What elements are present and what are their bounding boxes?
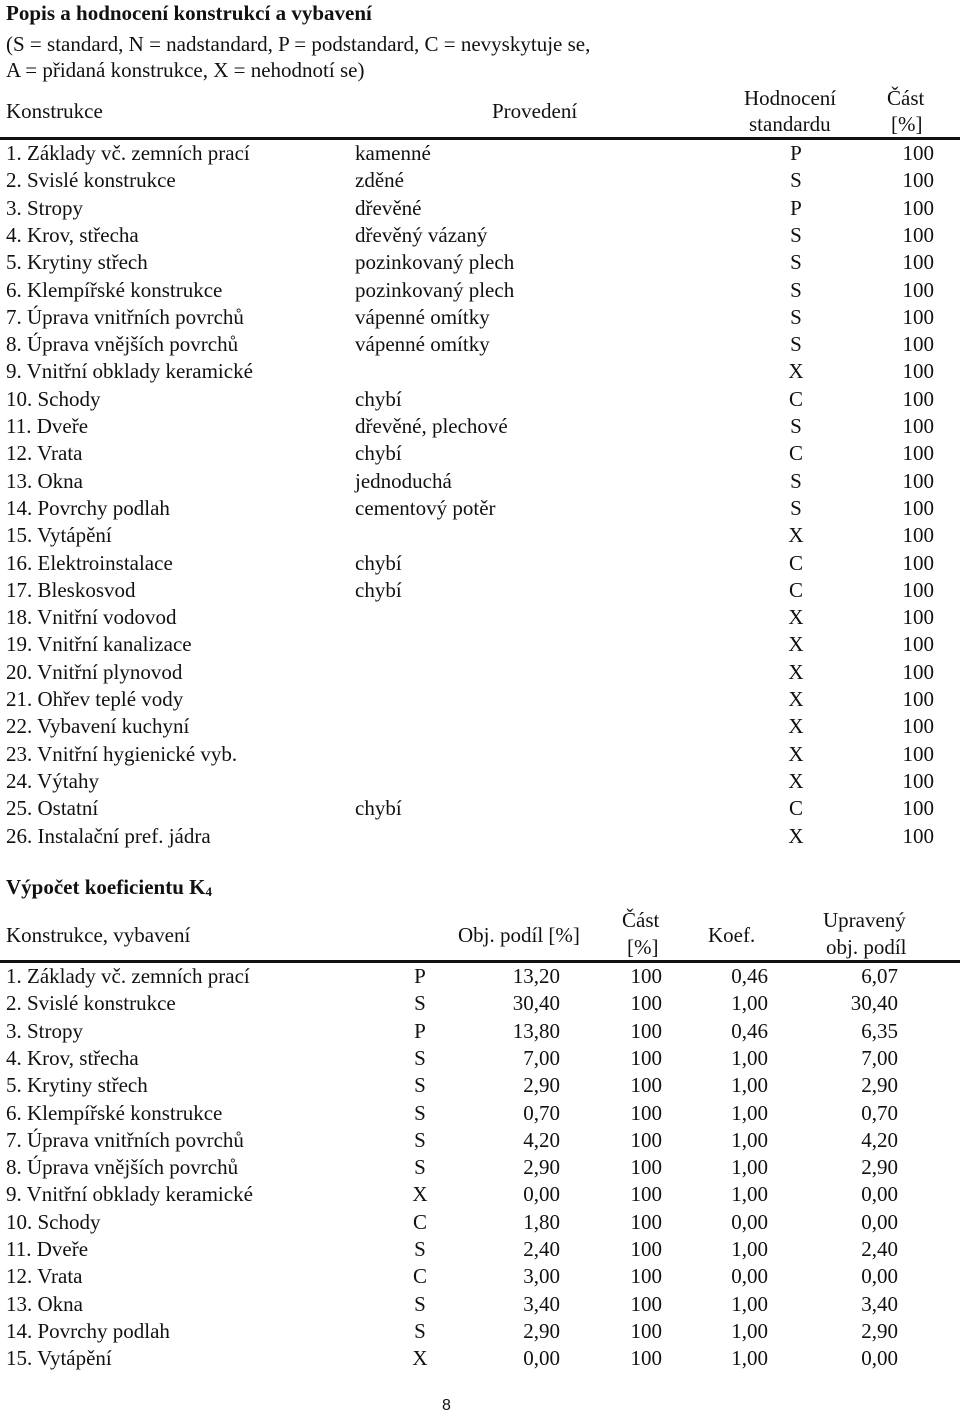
row-koef: 1,00 — [731, 991, 768, 1016]
table-row — [0, 1345, 960, 1372]
row-koef: 1,00 — [731, 1237, 768, 1261]
row-koef: 0,00 — [731, 1209, 768, 1234]
table-row — [0, 222, 960, 249]
header-hodnoceni-1: Hodnocení — [744, 86, 837, 110]
row-upraveny-podil: 2,90 — [861, 1073, 898, 1098]
header2-upr-2: obj. podíl — [826, 935, 907, 959]
row-hodnoceni: X — [788, 523, 804, 548]
row-provedeni: pozinkovaný plech — [355, 277, 515, 302]
table-row — [0, 795, 960, 822]
row-obj-podil: 2,90 — [523, 1073, 560, 1098]
row-koef: 1,00 — [731, 1045, 768, 1070]
row-obj-podil: 30,40 — [512, 991, 560, 1016]
table-row — [0, 1291, 960, 1318]
row-name: 10. Schody — [6, 1209, 101, 1234]
header-cast-2: [%] — [891, 112, 923, 136]
row-upraveny-podil: 2,90 — [861, 1318, 898, 1343]
row-name: 1. Základy vč. zemních prací — [6, 141, 250, 165]
row-provedeni: chybí — [355, 386, 402, 411]
row-hodnoceni: X — [788, 768, 804, 793]
row-provedeni: pozinkovaný plech — [355, 250, 515, 275]
row-name: 23. Vnitřní hygienické vyb. — [6, 741, 238, 766]
header2-konstrukce: Konstrukce, vybavení — [6, 923, 191, 947]
row-standard: C — [412, 1264, 427, 1289]
row-name: 17. Bleskosvod — [6, 577, 136, 602]
row-name: 4. Krov, střecha — [6, 222, 139, 247]
row-standard: X — [412, 1182, 428, 1207]
row-hodnoceni: X — [788, 687, 804, 711]
row-standard: P — [414, 1018, 426, 1043]
row-cast: 100 — [630, 1264, 662, 1289]
row-standard: S — [414, 1045, 426, 1070]
row-provedeni: dřevěný vázaný — [355, 222, 488, 247]
table-row — [0, 963, 960, 990]
table-row — [0, 768, 960, 795]
row-standard: S — [414, 1155, 426, 1180]
row-cast: 100 — [902, 332, 934, 357]
row-koef: 0,46 — [731, 964, 768, 988]
table-row — [0, 990, 960, 1017]
row-cast: 100 — [902, 359, 934, 384]
table-row — [0, 1018, 960, 1045]
table-row — [0, 1154, 960, 1181]
table-row — [0, 1209, 960, 1236]
table-row — [0, 195, 960, 222]
row-name: 3. Stropy — [6, 1018, 84, 1043]
row-cast: 100 — [902, 222, 934, 247]
row-koef: 1,00 — [731, 1318, 768, 1343]
row-cast: 100 — [630, 1291, 662, 1316]
row-name: 6. Klempířské konstrukce — [6, 277, 223, 302]
row-name: 8. Úprava vnějších povrchů — [6, 1155, 239, 1180]
row-name: 18. Vnitřní vodovod — [6, 605, 177, 630]
row-upraveny-podil: 2,40 — [861, 1237, 898, 1261]
row-provedeni: jednoduchá — [355, 468, 452, 493]
row-cast: 100 — [902, 687, 934, 711]
row-provedeni: vápenné omítky — [355, 304, 490, 329]
row-cast: 100 — [902, 386, 934, 411]
row-cast: 100 — [630, 1346, 662, 1371]
row-cast: 100 — [902, 823, 934, 848]
row-name: 9. Vnitřní obklady keramické — [6, 1182, 253, 1207]
row-hodnoceni: X — [788, 632, 804, 657]
table-row — [0, 604, 960, 631]
section2-title — [6, 874, 212, 905]
row-cast: 100 — [630, 1209, 662, 1234]
row-hodnoceni: X — [788, 359, 804, 384]
row-cast: 100 — [630, 1318, 662, 1343]
row-cast: 100 — [902, 550, 934, 575]
row-upraveny-podil: 0,00 — [861, 1182, 898, 1207]
row-cast: 100 — [902, 659, 934, 684]
row-name: 13. Okna — [6, 468, 83, 493]
table-row — [0, 386, 960, 413]
row-cast: 100 — [630, 991, 662, 1016]
row-hodnoceni: S — [790, 304, 802, 329]
row-standard: P — [414, 964, 426, 988]
row-upraveny-podil: 0,00 — [861, 1209, 898, 1234]
row-provedeni: dřevěné — [355, 195, 422, 220]
row-obj-podil: 0,00 — [523, 1182, 560, 1207]
section2-title-main: Výpočet koeficientu K — [6, 875, 206, 899]
row-obj-podil: 1,80 — [523, 1209, 560, 1234]
row-name: 13. Okna — [6, 1291, 83, 1316]
row-hodnoceni: S — [790, 277, 802, 302]
row-hodnoceni: S — [790, 332, 802, 357]
row-standard: S — [414, 1073, 426, 1098]
row-name: 1. Základy vč. zemních prací — [6, 964, 250, 988]
header-provedeni: Provedení — [492, 99, 578, 123]
section2-title-sub: 4 — [205, 884, 212, 899]
row-cast: 100 — [630, 1155, 662, 1180]
table-row — [0, 249, 960, 276]
row-obj-podil: 4,20 — [523, 1127, 560, 1152]
row-cast: 100 — [630, 1237, 662, 1261]
row-name: 6. Klempířské konstrukce — [6, 1100, 223, 1125]
row-hodnoceni: X — [788, 659, 804, 684]
row-cast: 100 — [902, 414, 934, 438]
row-obj-podil: 3,40 — [523, 1291, 560, 1316]
row-upraveny-podil: 6,35 — [861, 1018, 898, 1043]
row-name: 16. Elektroinstalace — [6, 550, 173, 575]
row-name: 5. Krytiny střech — [6, 250, 148, 275]
table-row — [0, 1236, 960, 1263]
row-upraveny-podil: 0,00 — [861, 1264, 898, 1289]
table-row — [0, 1181, 960, 1208]
legend-line-1: (S = standard, N = nadstandard, P = podstandard, C = nevyskytuje se, — [6, 32, 591, 56]
row-name: 7. Úprava vnitřních povrchů — [6, 1127, 244, 1152]
table-row — [0, 358, 960, 385]
row-name: 26. Instalační pref. jádra — [6, 823, 211, 848]
table-row — [0, 440, 960, 467]
row-provedeni: chybí — [355, 441, 402, 466]
row-cast: 100 — [630, 964, 662, 988]
row-obj-podil: 0,00 — [523, 1346, 560, 1371]
row-provedeni: kamenné — [355, 141, 431, 165]
row-hodnoceni: S — [790, 250, 802, 275]
row-provedeni: dřevěné, plechové — [355, 414, 508, 438]
section-title: Popis a hodnocení konstrukcí a vybavení — [6, 1, 372, 25]
table-row — [0, 577, 960, 604]
row-name: 11. Dveře — [6, 1237, 89, 1261]
row-hodnoceni: C — [788, 386, 803, 411]
table-row — [0, 823, 960, 850]
row-koef: 1,00 — [731, 1127, 768, 1152]
row-name: 12. Vrata — [6, 441, 83, 466]
row-name: 22. Vybavení kuchyní — [6, 714, 190, 739]
row-obj-podil: 7,00 — [523, 1045, 560, 1070]
header-cast-1: Část — [887, 86, 925, 110]
table-row — [0, 1072, 960, 1099]
row-name: 14. Povrchy podlah — [6, 495, 170, 520]
row-obj-podil: 2,90 — [523, 1318, 560, 1343]
row-name: 21. Ohřev teplé vody — [6, 687, 184, 711]
table-row — [0, 413, 960, 440]
row-provedeni: chybí — [355, 550, 402, 575]
row-provedeni: zděné — [355, 168, 404, 193]
row-upraveny-podil: 6,07 — [861, 964, 898, 988]
row-cast: 100 — [902, 250, 934, 275]
row-name: 19. Vnitřní kanalizace — [6, 632, 192, 657]
row-name: 5. Krytiny střech — [6, 1073, 148, 1098]
row-hodnoceni: S — [790, 468, 802, 493]
row-hodnoceni: S — [790, 495, 802, 520]
row-standard: X — [412, 1346, 428, 1371]
table-row — [0, 522, 960, 549]
row-name: 12. Vrata — [6, 1264, 83, 1289]
table-row — [0, 1263, 960, 1290]
row-cast: 100 — [902, 632, 934, 657]
row-hodnoceni: X — [788, 714, 804, 739]
row-provedeni: vápenné omítky — [355, 332, 490, 357]
row-name: 14. Povrchy podlah — [6, 1318, 170, 1343]
row-provedeni: cementový potěr — [355, 495, 496, 520]
row-cast: 100 — [630, 1018, 662, 1043]
row-name: 2. Svislé konstrukce — [6, 168, 176, 193]
row-cast: 100 — [902, 168, 934, 193]
row-koef: 1,00 — [731, 1073, 768, 1098]
row-name: 15. Vytápění — [6, 523, 112, 548]
table-row — [0, 686, 960, 713]
table-row — [0, 277, 960, 304]
row-cast: 100 — [630, 1045, 662, 1070]
row-koef: 0,00 — [731, 1264, 768, 1289]
row-name: 15. Vytápění — [6, 1346, 112, 1371]
legend-line-2: A = přidaná konstrukce, X = nehodnotí se) — [6, 58, 365, 82]
row-hodnoceni: S — [790, 222, 802, 247]
table-row — [0, 468, 960, 495]
table-row — [0, 1100, 960, 1127]
row-name: 3. Stropy — [6, 195, 84, 220]
row-cast: 100 — [630, 1127, 662, 1152]
row-cast: 100 — [902, 277, 934, 302]
row-hodnoceni: S — [790, 168, 802, 193]
table-row — [0, 659, 960, 686]
row-name: 4. Krov, střecha — [6, 1045, 139, 1070]
row-standard: S — [414, 991, 426, 1016]
row-obj-podil: 2,40 — [523, 1237, 560, 1261]
page-number: 8 — [442, 1397, 451, 1414]
row-cast: 100 — [902, 741, 934, 766]
row-name: 2. Svislé konstrukce — [6, 991, 176, 1016]
table-row — [0, 167, 960, 194]
header2-cast-1: Část — [622, 908, 660, 932]
row-cast: 100 — [902, 714, 934, 739]
row-hodnoceni: X — [788, 823, 804, 848]
row-upraveny-podil: 7,00 — [861, 1045, 898, 1070]
row-name: 9. Vnitřní obklady keramické — [6, 359, 253, 384]
row-hodnoceni: P — [790, 141, 802, 165]
row-obj-podil: 0,70 — [523, 1100, 560, 1125]
row-upraveny-podil: 2,90 — [861, 1155, 898, 1180]
row-cast: 100 — [902, 441, 934, 466]
row-hodnoceni: X — [788, 741, 804, 766]
table-row — [0, 1127, 960, 1154]
row-standard: S — [414, 1291, 426, 1316]
row-hodnoceni: P — [790, 195, 802, 220]
row-upraveny-podil: 4,20 — [861, 1127, 898, 1152]
row-koef: 1,00 — [731, 1346, 768, 1371]
table-row — [0, 631, 960, 658]
row-cast: 100 — [630, 1182, 662, 1207]
table-row — [0, 495, 960, 522]
row-koef: 0,46 — [731, 1018, 768, 1043]
row-cast: 100 — [902, 195, 934, 220]
row-name: 11. Dveře — [6, 414, 89, 438]
row-koef: 1,00 — [731, 1291, 768, 1316]
row-koef: 1,00 — [731, 1100, 768, 1125]
row-cast: 100 — [902, 141, 934, 165]
row-cast: 100 — [902, 523, 934, 548]
row-name: 20. Vnitřní plynovod — [6, 659, 183, 684]
row-name: 7. Úprava vnitřních povrchů — [6, 304, 244, 329]
row-cast: 100 — [630, 1100, 662, 1125]
header-konstrukce: Konstrukce — [6, 99, 103, 123]
header2-koef: Koef. — [708, 923, 756, 947]
table-row — [0, 1045, 960, 1072]
row-standard: S — [414, 1100, 426, 1125]
table-row — [0, 741, 960, 768]
row-hodnoceni: X — [788, 605, 804, 630]
row-standard: S — [414, 1127, 426, 1152]
row-provedeni: chybí — [355, 796, 402, 821]
row-obj-podil: 13,80 — [512, 1018, 560, 1043]
row-hodnoceni: C — [788, 796, 803, 821]
row-standard: S — [414, 1237, 426, 1261]
row-standard: S — [414, 1318, 426, 1343]
row-provedeni: chybí — [355, 577, 402, 602]
row-cast: 100 — [630, 1073, 662, 1098]
table-row — [0, 550, 960, 577]
row-upraveny-podil: 30,40 — [850, 991, 898, 1016]
header-hodnoceni-2: standardu — [749, 112, 831, 136]
row-cast: 100 — [902, 577, 934, 602]
row-obj-podil: 2,90 — [523, 1155, 560, 1180]
table-row — [0, 140, 960, 167]
row-cast: 100 — [902, 468, 934, 493]
row-upraveny-podil: 0,00 — [861, 1346, 898, 1371]
table-row — [0, 713, 960, 740]
row-upraveny-podil: 3,40 — [861, 1291, 898, 1316]
header2-obj: Obj. podíl [%] — [458, 923, 580, 947]
table-row — [0, 1318, 960, 1345]
table-row — [0, 331, 960, 358]
row-koef: 1,00 — [731, 1155, 768, 1180]
row-hodnoceni: C — [788, 550, 803, 575]
row-koef: 1,00 — [731, 1182, 768, 1207]
header2-upr-1: Upravený — [823, 908, 906, 932]
row-obj-podil: 13,20 — [512, 964, 560, 988]
header2-cast-2: [%] — [627, 935, 659, 959]
row-name: 25. Ostatní — [6, 796, 99, 821]
row-upraveny-podil: 0,70 — [861, 1100, 898, 1125]
row-standard: C — [412, 1209, 427, 1234]
row-hodnoceni: C — [788, 577, 803, 602]
row-name: 24. Výtahy — [6, 768, 99, 793]
row-cast: 100 — [902, 495, 934, 520]
row-obj-podil: 3,00 — [523, 1264, 560, 1289]
row-hodnoceni: C — [788, 441, 803, 466]
row-hodnoceni: S — [790, 414, 802, 438]
row-cast: 100 — [902, 796, 934, 821]
row-name: 10. Schody — [6, 386, 101, 411]
table-row — [0, 304, 960, 331]
row-name: 8. Úprava vnějších povrchů — [6, 332, 239, 357]
row-cast: 100 — [902, 605, 934, 630]
row-cast: 100 — [902, 304, 934, 329]
row-cast: 100 — [902, 768, 934, 793]
